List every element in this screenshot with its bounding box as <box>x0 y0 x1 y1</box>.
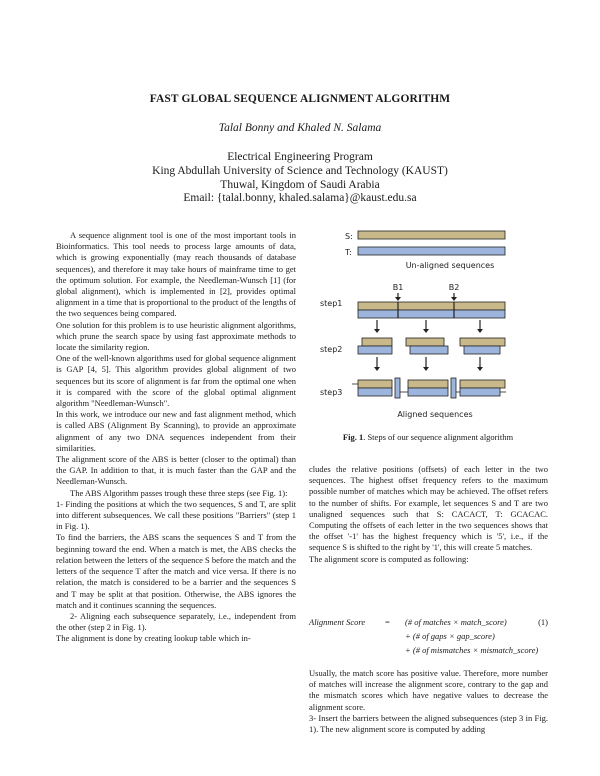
barrier-b1-label: B1 <box>392 283 404 292</box>
paragraph: In this work, we introduce our new and fast alignment method, which is called ABS (Alignment By Scanning), to provide an approximate alignment of any two DNA sequences independent from their similarities. <box>56 409 296 453</box>
paragraph: 1- Finding the positions at which the two sequences, S and T, are split into different subsequences. We call these positions "Barriers" (step 1 in Fig. 1). <box>56 498 296 532</box>
equation-line-1: (# of matches × match_score) <box>405 617 507 627</box>
paragraph: 3- Insert the barriers between the aligned subsequences (step 3 in Fig. 1). The new alignment score is computed by adding <box>309 712 548 735</box>
email-line: Email: {talal.bonny, khaled.salama}@kaust.edu.sa <box>183 192 417 205</box>
equation-number: (1) <box>538 617 548 627</box>
figure-1-diagram <box>300 225 560 427</box>
paragraph: The alignment score is computed as following: <box>309 553 469 564</box>
caption-label: Fig. 1 <box>342 432 364 442</box>
paper-title: FAST GLOBAL SEQUENCE ALIGNMENT ALGORITHM <box>149 93 451 105</box>
paragraph: A sequence alignment tool is one of the most important tools in Bioinformatics. This tool needs to process large amounts of data, which is growing exponentially (may reach thousands of database sequences), and therefore it may take hours of mainframe time to get the optimum solution. For example, the Needleman-Wunsch [1] (for global alignment), which is implemented in [2], provides optimal alignment in a time that is proportional to the product of the lengths of the two sequences being compared. <box>56 230 296 319</box>
step3-label: step3 <box>320 388 343 397</box>
step2-segment-1 <box>358 338 392 354</box>
equation-line-3: + (# of mismatches × mismatch_score) <box>405 645 539 655</box>
step2-segment-3 <box>460 338 505 354</box>
affiliation-line: Electrical Engineering Program <box>227 151 373 163</box>
step1-label: step1 <box>320 299 343 308</box>
paragraph: cludes the relative positions (offsets) of each letter in the two sequences. The highest offset frequency refers to the maximum possible number of matches which may be achieved. The offset refers to the number of shifts. For example, let sequences S and T are two unaligned sequences such that S: CACACT, T: GCACAC. Computing the offsets of each letter in the two sequences shows that the offset '-1' has the highest frequency which is '5', i.e., if the sequence S is shifted to the right by '1', this will create 5 matches. <box>309 464 548 553</box>
equation-line-2: + (# of gaps × gap_score) <box>405 631 495 641</box>
equation-equals: = <box>385 617 390 627</box>
right-column-continued <box>309 668 548 735</box>
sequence-s-bar <box>358 231 505 239</box>
sequence-t-bar <box>358 247 505 255</box>
paragraph: The alignment score of the ABS is better (closer to the optimal) than the GAP. In addition to that, it is much faster than the GAP and the Needleman-Wunsch. <box>56 454 296 487</box>
step2-label: step2 <box>320 345 343 354</box>
paragraph: One of the well-known algorithms used for global sequence alignment is GAP [4, 5]. This algorithm provides global alignment of two sequences but its score of alignment is far from the optimal one when it is compared with the score of the global optimal alignment algorithm "Needleman-Wunsch". <box>56 353 296 409</box>
paragraph: 2- Aligning each subsequence separately, i.e., independent from the other (step 2 in Fig. 1). <box>56 610 296 633</box>
barrier-b1-arrowhead <box>395 297 401 301</box>
barrier-b2-label: B2 <box>448 283 460 292</box>
paragraph: Usually, the match score has positive value. Therefore, more number of matches will increase the alignment score, contrary to the gap and the mismatch scores which have negative values to decrease the alignment score. <box>309 668 548 712</box>
barrier-b2-arrowhead <box>451 297 457 301</box>
aligned-label: Aligned sequences <box>397 410 473 419</box>
figure-caption <box>308 432 548 442</box>
affiliation-line: Thuwal, Kingdom of Saudi Arabia <box>220 178 380 191</box>
affiliation-block <box>0 151 600 206</box>
step2-segment-2 <box>406 338 448 354</box>
equation-lhs: Alignment Score <box>309 617 366 627</box>
left-column <box>56 230 296 645</box>
paragraph: The alignment is done by creating lookup table which in- <box>56 633 251 644</box>
equation-1 <box>309 617 548 659</box>
step1-t-bar <box>358 310 505 318</box>
step1-down-arrows <box>374 320 483 333</box>
paper-authors: Talal Bonny and Khaled N. Salama <box>218 122 382 134</box>
paragraph: To find the barriers, the ABS scans the sequences S and T from the beginning toward the end. When a match is met, the ABS checks the relation between the letters of the sequence S before the match and the letters of the sequence T after the match and vice versa. If there is no relation, the match is considered to be a barrier and the sequences S and T may be split at that position. Otherwise, the ABS ignores the match and it continues scanning the sequences. <box>56 532 296 610</box>
label-s: S: <box>345 232 353 241</box>
step1-s-bar <box>358 302 505 310</box>
label-t: T: <box>345 248 352 257</box>
affiliation-line: King Abdullah University of Science and Technology (KAUST) <box>152 164 448 177</box>
paragraph: The ABS Algorithm passes trough these three steps (see Fig. 1): <box>70 487 288 498</box>
caption-text: . Steps of our sequence alignment algorithm <box>363 432 514 442</box>
right-column <box>309 464 548 565</box>
step2-down-arrows <box>374 357 483 371</box>
paragraph: One solution for this problem is to use heuristic alignment algorithms, which prune the search space by using fast approximate methods to locate the similarity region. <box>56 319 296 353</box>
step3-aligned-segments <box>352 378 506 398</box>
unaligned-label: Un-aligned sequences <box>405 261 495 270</box>
